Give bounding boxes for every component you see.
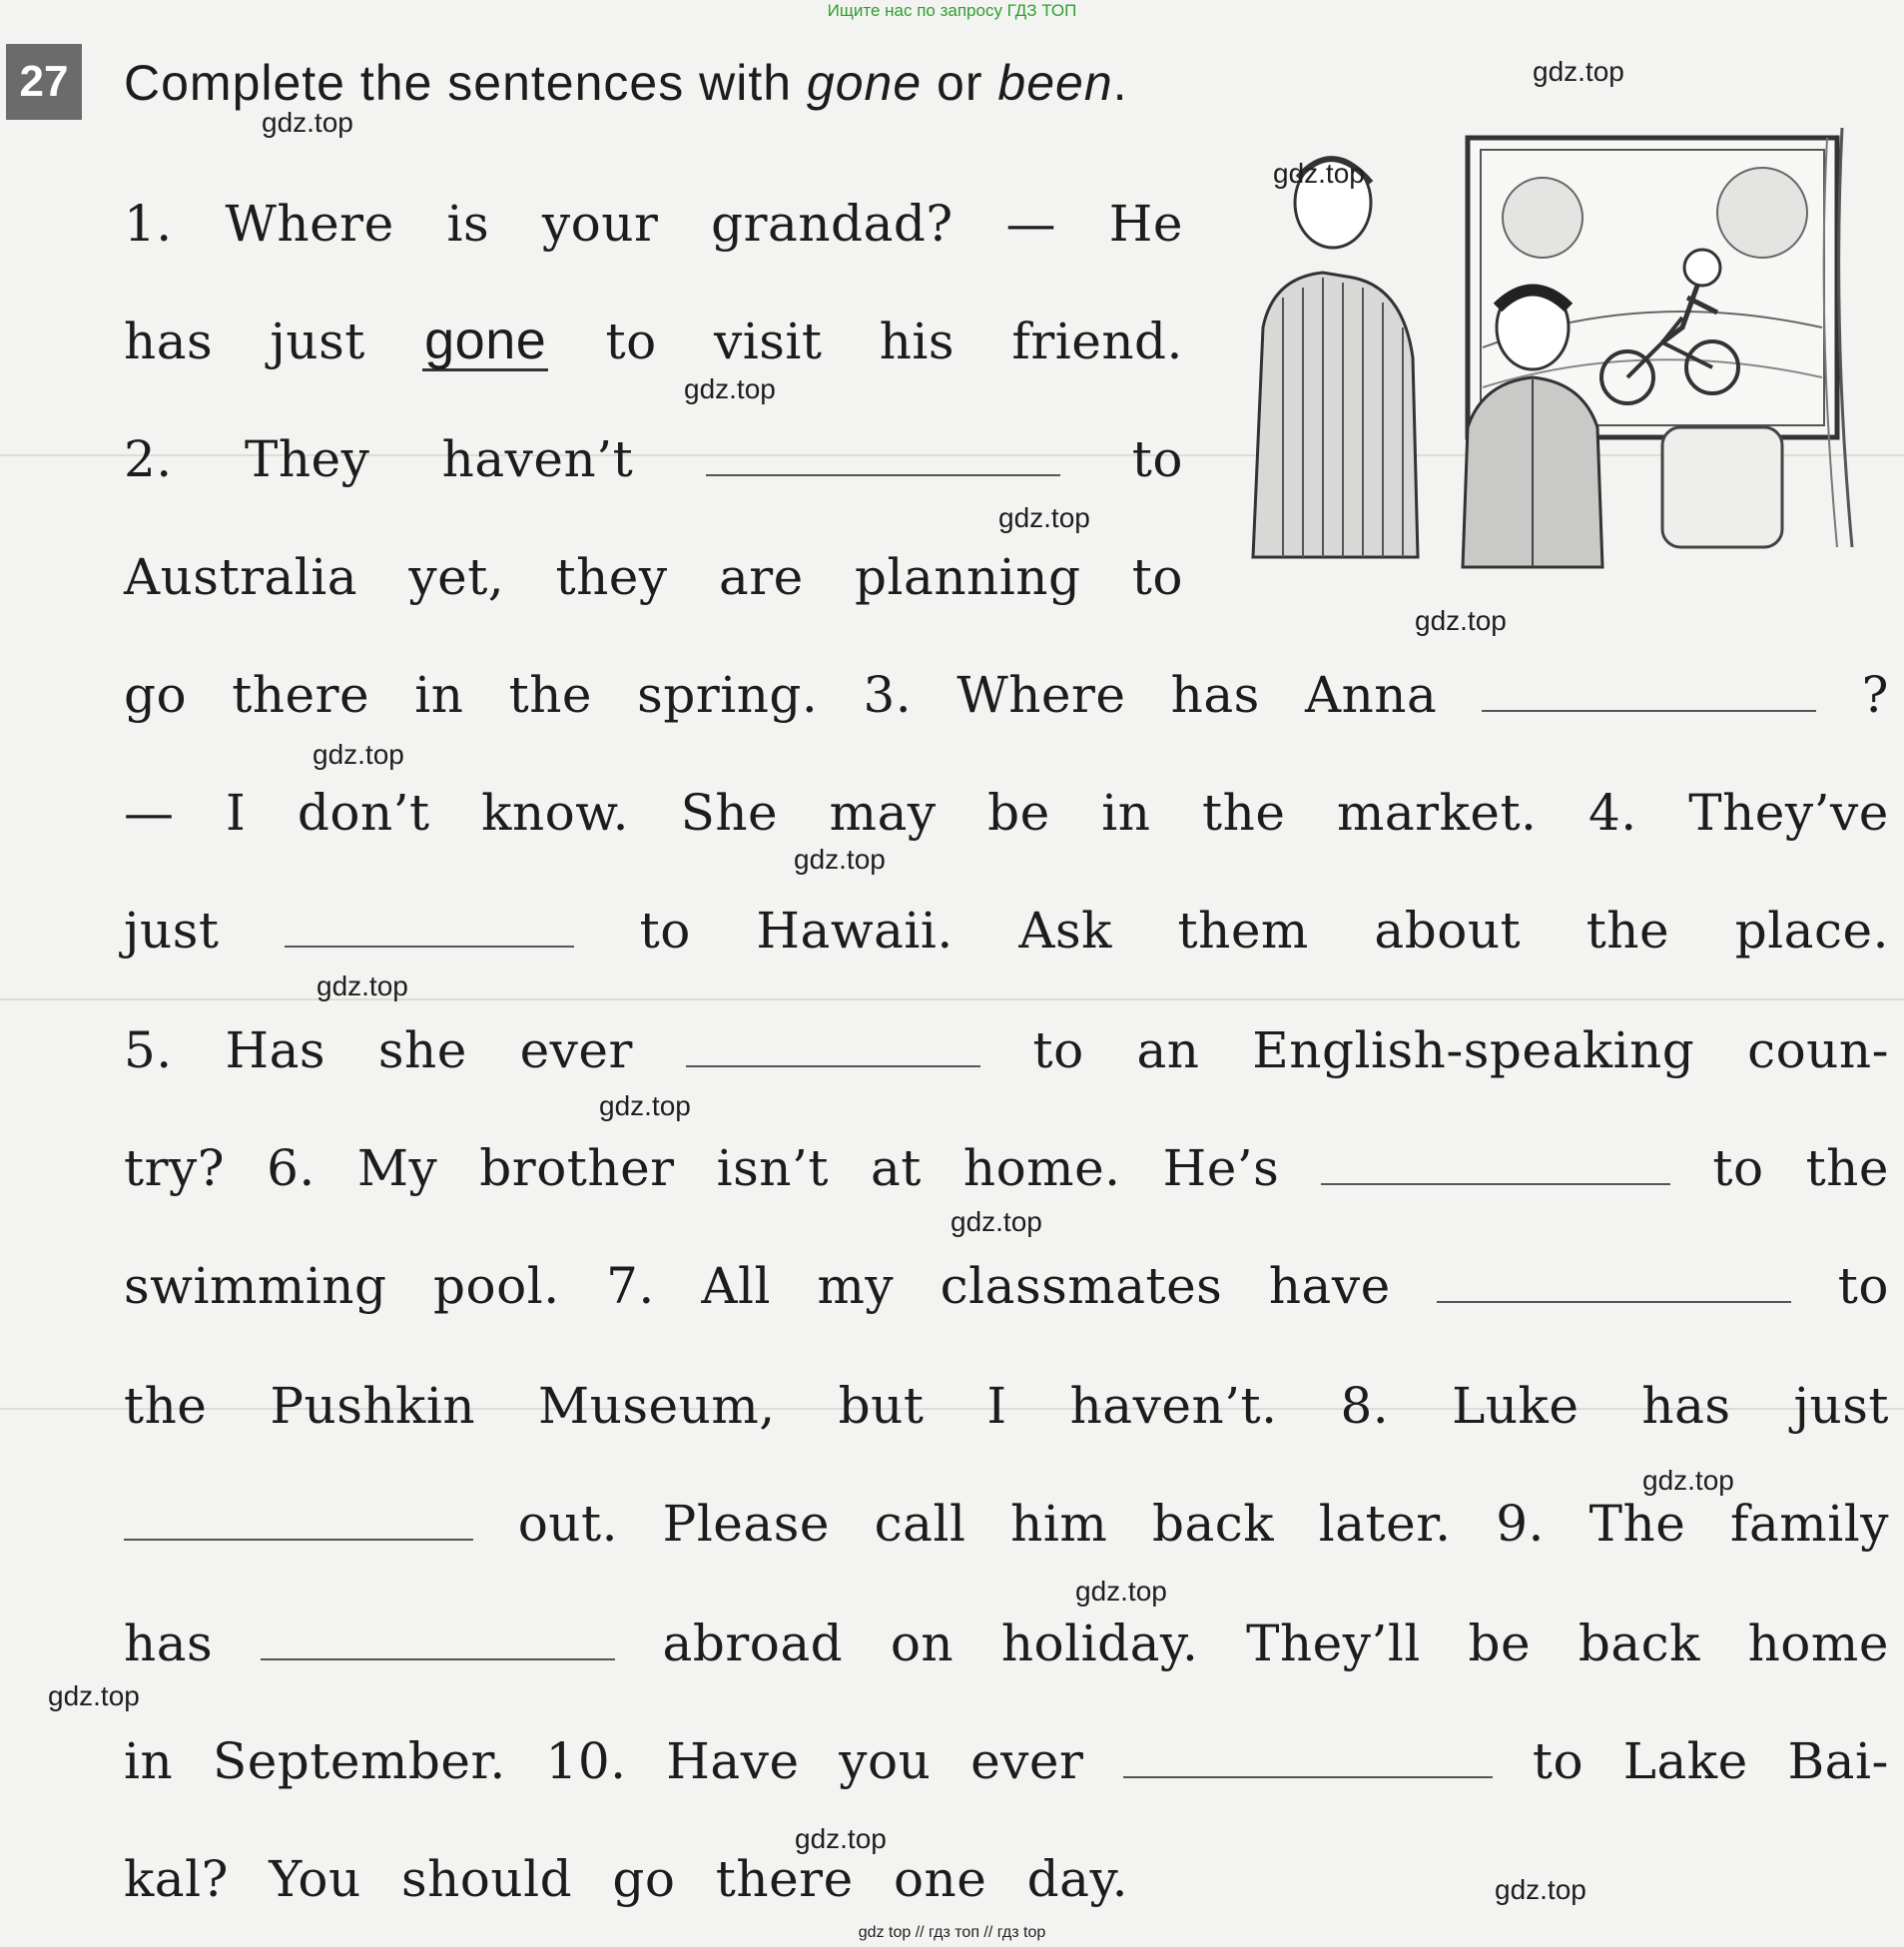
word: Bai- bbox=[1787, 1732, 1889, 1790]
watermark: gdz.top bbox=[1495, 1874, 1587, 1905]
word: call bbox=[874, 1495, 966, 1553]
word: September. bbox=[212, 1732, 506, 1790]
instruction-text: or bbox=[922, 55, 998, 111]
word: home. bbox=[962, 1139, 1121, 1197]
word: be bbox=[1468, 1615, 1532, 1672]
word: English-speaking bbox=[1252, 1021, 1695, 1079]
word: she bbox=[377, 1021, 467, 1079]
word: yet, bbox=[408, 548, 505, 606]
word: 8. bbox=[1340, 1377, 1390, 1435]
watermark: gdz.top bbox=[1273, 158, 1365, 189]
word: has bbox=[1170, 666, 1260, 724]
word: the bbox=[1805, 1139, 1889, 1197]
word: Luke bbox=[1452, 1377, 1580, 1435]
instruction-text: Complete the sentences with bbox=[124, 55, 807, 111]
sentence-line bbox=[124, 653, 1889, 737]
word: to bbox=[1032, 1021, 1084, 1079]
answer-blank[interactable] bbox=[285, 898, 574, 948]
word: 1. bbox=[124, 195, 173, 253]
word: 9. bbox=[1496, 1495, 1545, 1553]
watermark: gdz.top bbox=[795, 1823, 887, 1854]
word: just bbox=[124, 902, 220, 960]
word: have bbox=[1268, 1257, 1391, 1315]
word: planning bbox=[855, 548, 1081, 606]
word: back bbox=[1578, 1615, 1700, 1672]
word: abroad bbox=[662, 1615, 844, 1672]
watermark: gdz.top bbox=[951, 1206, 1042, 1237]
word: are bbox=[718, 548, 804, 606]
sentence-line bbox=[124, 535, 1183, 619]
word: the bbox=[508, 666, 593, 724]
word: You bbox=[269, 1850, 361, 1908]
watermark: gdz.top bbox=[262, 107, 353, 138]
word: out. bbox=[517, 1495, 618, 1553]
answer-blank[interactable] bbox=[686, 1017, 980, 1067]
word: them bbox=[1177, 902, 1309, 960]
word: just bbox=[270, 313, 365, 370]
word: friend. bbox=[1011, 313, 1183, 370]
instruction-word-gone: gone bbox=[806, 55, 923, 111]
word: grandad? bbox=[711, 195, 953, 253]
word: Have bbox=[666, 1732, 800, 1790]
bleed-rule bbox=[0, 998, 1904, 1000]
word: brother bbox=[479, 1139, 675, 1197]
word: I bbox=[986, 1377, 1007, 1435]
word: spring. bbox=[637, 666, 819, 724]
word: market. bbox=[1336, 784, 1538, 842]
word: in bbox=[1101, 784, 1151, 842]
word: pool. bbox=[433, 1257, 560, 1315]
word: home bbox=[1747, 1615, 1889, 1672]
word: his bbox=[879, 313, 955, 370]
answer-blank[interactable] bbox=[1482, 662, 1816, 712]
search-banner[interactable]: Ищите нас по запросу ГДЗ ТОП bbox=[827, 1, 1077, 20]
word: in bbox=[414, 666, 464, 724]
word: kal? bbox=[124, 1850, 229, 1908]
word: classmates bbox=[940, 1257, 1223, 1315]
word: has bbox=[124, 1615, 214, 1672]
word: but bbox=[838, 1377, 925, 1435]
word: an bbox=[1136, 1021, 1200, 1079]
word: to bbox=[1712, 1139, 1764, 1197]
word: you bbox=[839, 1732, 932, 1790]
word: Museum, bbox=[538, 1377, 776, 1435]
word: 5. bbox=[124, 1021, 173, 1079]
word: ever bbox=[970, 1732, 1084, 1790]
word: to bbox=[605, 313, 657, 370]
word: 6. bbox=[267, 1139, 316, 1197]
word: — bbox=[124, 784, 175, 842]
word: day. bbox=[1026, 1850, 1128, 1908]
word: is bbox=[446, 195, 490, 253]
sentence-line bbox=[124, 417, 1183, 501]
word: to bbox=[1131, 548, 1183, 606]
sentence-line bbox=[124, 1837, 1128, 1921]
word: in bbox=[124, 1732, 174, 1790]
word: the bbox=[1586, 902, 1670, 960]
word: ever bbox=[519, 1021, 633, 1079]
watermark: gdz.top bbox=[1642, 1465, 1734, 1496]
watermark: gdz.top bbox=[684, 373, 776, 404]
word: They’ll bbox=[1246, 1615, 1421, 1672]
word: The bbox=[1588, 1495, 1686, 1553]
watermark: gdz.top bbox=[313, 739, 404, 770]
word: 3. bbox=[863, 666, 913, 724]
word: to bbox=[639, 902, 691, 960]
word: to bbox=[1837, 1257, 1889, 1315]
word: Ask bbox=[1018, 902, 1112, 960]
word: there bbox=[715, 1850, 854, 1908]
word: Where bbox=[956, 666, 1126, 724]
word: go bbox=[612, 1850, 676, 1908]
word: He’s bbox=[1162, 1139, 1280, 1197]
word: they bbox=[555, 548, 668, 606]
word: to bbox=[1131, 430, 1183, 488]
watermark: gdz.top bbox=[599, 1090, 691, 1121]
answer-blank[interactable] bbox=[706, 426, 1060, 476]
word: your bbox=[541, 195, 659, 253]
word: ? bbox=[1861, 666, 1889, 724]
word: coun- bbox=[1747, 1021, 1889, 1079]
word: 10. bbox=[545, 1732, 627, 1790]
sentence-line bbox=[124, 1008, 1889, 1092]
word: All bbox=[701, 1257, 771, 1315]
word: has bbox=[124, 313, 214, 370]
word: Hawaii. bbox=[756, 902, 953, 960]
word: to bbox=[1532, 1732, 1585, 1790]
answer-blank[interactable] bbox=[1123, 1728, 1493, 1778]
word: Anna bbox=[1304, 666, 1438, 724]
word: She bbox=[680, 784, 779, 842]
answer-blank[interactable] bbox=[261, 1611, 615, 1660]
sentence-line bbox=[124, 300, 1183, 383]
exercise-number: 27 bbox=[6, 44, 82, 120]
word: 4. bbox=[1587, 784, 1637, 842]
sentence-line bbox=[124, 182, 1183, 266]
word: try? bbox=[124, 1139, 226, 1197]
answer-blank[interactable] bbox=[1437, 1253, 1791, 1303]
watermark: gdz.top bbox=[317, 971, 408, 1001]
word: later. bbox=[1318, 1495, 1452, 1553]
sentence-line bbox=[124, 1126, 1889, 1210]
instruction-text: . bbox=[1112, 55, 1128, 111]
word: haven’t. bbox=[1069, 1377, 1278, 1435]
filled-answer: gone bbox=[424, 311, 547, 370]
word: may bbox=[829, 784, 937, 842]
word: just bbox=[1793, 1377, 1889, 1435]
word: be bbox=[987, 784, 1050, 842]
sentence-line bbox=[124, 1602, 1889, 1685]
watermark: gdz.top bbox=[998, 502, 1090, 533]
word: at bbox=[870, 1139, 922, 1197]
word: him bbox=[1010, 1495, 1108, 1553]
word: 2. bbox=[124, 430, 173, 488]
word: My bbox=[356, 1139, 438, 1197]
word: holiday. bbox=[1000, 1615, 1199, 1672]
word: haven’t bbox=[441, 430, 634, 488]
word: He bbox=[1108, 195, 1183, 253]
watermark: gdz.top bbox=[48, 1680, 140, 1711]
word: I bbox=[226, 784, 247, 842]
word: Please bbox=[662, 1495, 830, 1553]
word: 7. bbox=[606, 1257, 655, 1315]
word: visit bbox=[713, 313, 823, 370]
sentence-line bbox=[124, 889, 1889, 973]
watermark: gdz.top bbox=[1075, 1576, 1167, 1607]
word: isn’t bbox=[716, 1139, 829, 1197]
sentence-line bbox=[124, 1482, 1889, 1566]
footer-links[interactable]: gdz top // гдз топ // гдз top bbox=[858, 1924, 1046, 1941]
word: They’ve bbox=[1688, 784, 1889, 842]
word: one bbox=[893, 1850, 987, 1908]
word: the bbox=[124, 1377, 208, 1435]
word: Where bbox=[225, 195, 394, 253]
word: go bbox=[124, 666, 188, 724]
watermark: gdz.top bbox=[794, 844, 886, 875]
word: Pushkin bbox=[270, 1377, 476, 1435]
word: don’t bbox=[297, 784, 430, 842]
sentence-line bbox=[124, 1244, 1889, 1328]
word: Australia bbox=[124, 548, 358, 606]
word: Has bbox=[225, 1021, 326, 1079]
word: has bbox=[1641, 1377, 1731, 1435]
sentence-line bbox=[124, 1364, 1889, 1448]
word: Lake bbox=[1622, 1732, 1748, 1790]
word: should bbox=[400, 1850, 573, 1908]
watermark: gdz.top bbox=[1533, 56, 1624, 87]
word: the bbox=[1202, 784, 1286, 842]
answer-blank[interactable] bbox=[124, 1491, 473, 1541]
word: They bbox=[245, 430, 370, 488]
answer-blank[interactable] bbox=[1321, 1135, 1670, 1185]
instruction-word-been: been bbox=[997, 55, 1113, 111]
word: — bbox=[1005, 195, 1056, 253]
word: family bbox=[1729, 1495, 1889, 1553]
sentence-line bbox=[124, 771, 1889, 855]
word: about bbox=[1374, 902, 1522, 960]
word: swimming bbox=[124, 1257, 387, 1315]
word: back bbox=[1151, 1495, 1275, 1553]
word: on bbox=[890, 1615, 954, 1672]
two-boys-at-window-with-cyclist-icon bbox=[1243, 128, 1862, 597]
word: know. bbox=[481, 784, 630, 842]
sentence-line bbox=[124, 1719, 1889, 1803]
watermark: gdz.top bbox=[1415, 605, 1507, 636]
word: there bbox=[232, 666, 370, 724]
word: my bbox=[817, 1257, 895, 1315]
word: place. bbox=[1734, 902, 1889, 960]
